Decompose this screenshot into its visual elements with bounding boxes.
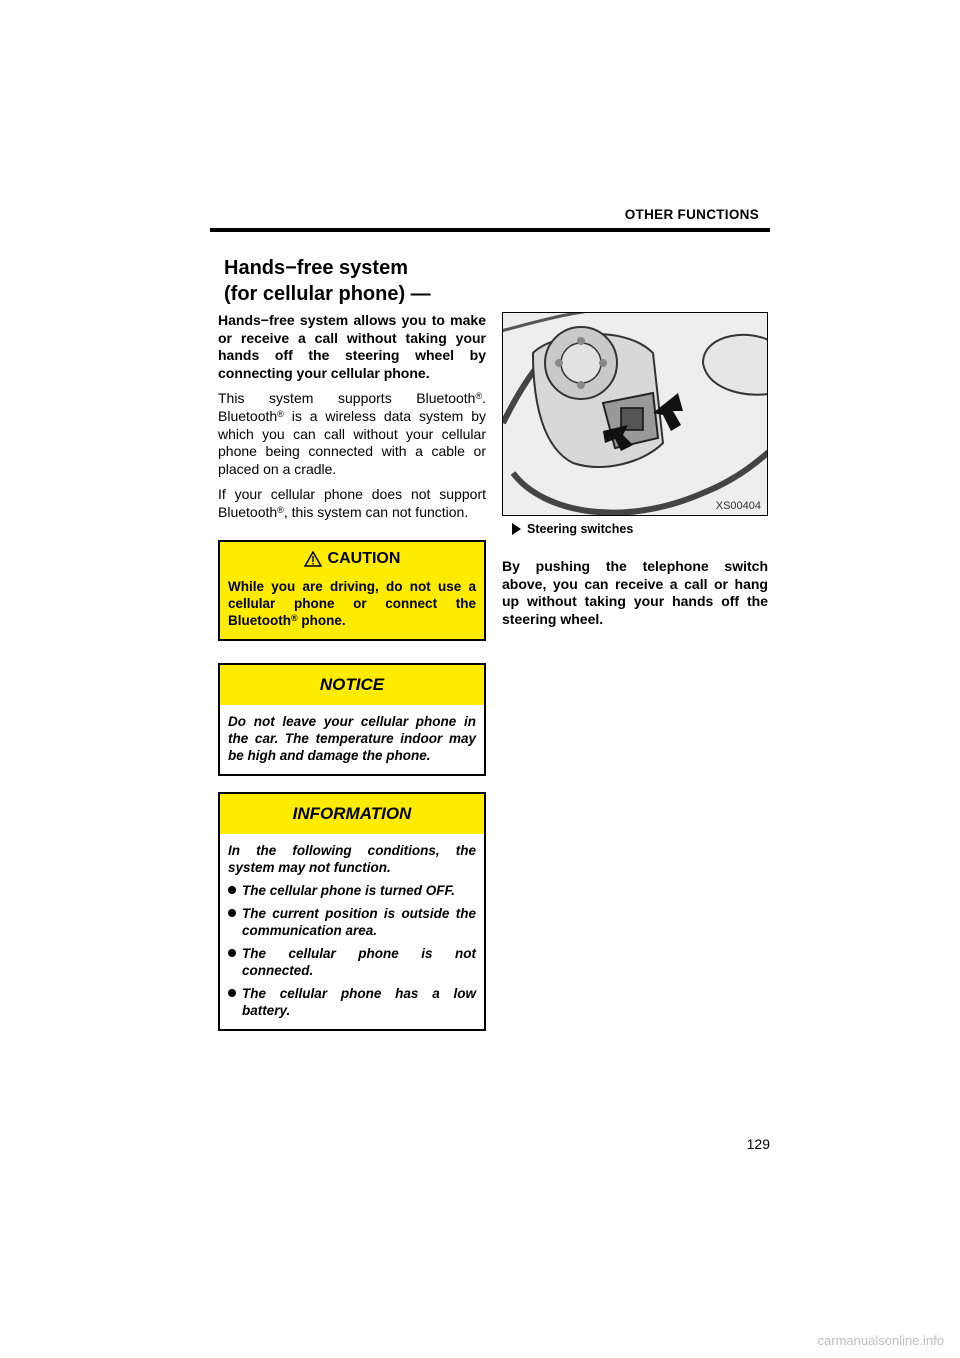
list-item: The cellular phone is not connected. [228,945,476,979]
caption-arrow-icon [512,523,521,535]
warning-triangle-icon [304,551,322,567]
telephone-switch-paragraph: By pushing the telephone switch above, you can receive a call or hang up without taking your hands off the steering wheel. [502,558,768,627]
registered-mark: ® [277,408,284,419]
page-number: 129 [746,1136,770,1152]
registered-mark: ® [277,504,284,515]
steering-switch-illustration [502,312,768,516]
registered-mark: ® [475,391,483,402]
watermark: carmanualsonline.info [817,1333,944,1348]
bullet-icon [228,949,236,957]
running-header: OTHER FUNCTIONS [624,207,759,222]
section-title [224,255,431,307]
caution-title: CAUTION [220,542,484,576]
notice-text: Do not leave your cellular phone in the car. The temperature indoor may be high and damage the phone. [228,713,476,763]
information-box [218,792,486,1031]
figure-code: XS00404 [715,500,761,512]
caution-box [218,540,486,641]
left-column [218,312,486,1031]
information-intro: In the following conditions, the system may not function. [228,842,476,875]
list-item: The cellular phone has a low battery. [228,985,476,1019]
bullet-icon [228,909,236,917]
bluetooth-paragraph: This system supports Bluetooth®. Bluetooth® is a wireless data system by which you can call without your cellular phone being connected with a cable or placed on a cradle. [218,390,486,477]
section-title-line-1: Hands−free system [224,257,408,279]
right-column [502,312,768,628]
bullet-icon [228,989,236,997]
bullet-icon [228,886,236,894]
steering-wheel-icon [503,313,767,515]
notice-box [218,663,486,776]
list-item: The current position is outside the communication area. [228,905,476,939]
section-title-line-2: (for cellular phone) — [224,283,431,305]
caution-text: While you are driving, do not use a cellular phone or connect the Bluetooth® phone. [228,578,476,628]
information-title: INFORMATION [292,803,412,823]
support-paragraph: If your cellular phone does not support Bluetooth®, this system can not function. [218,486,486,520]
header-rule [210,228,770,232]
list-item: The cellular phone is turned OFF. [228,882,476,899]
intro-paragraph: Hands−free system allows you to make or receive a call without taking your hands off the steering wheel by connecting your cellular phone. [218,312,486,381]
information-list [228,882,476,1019]
notice-title: NOTICE [319,674,385,694]
figure-caption: Steering switches [502,522,768,536]
